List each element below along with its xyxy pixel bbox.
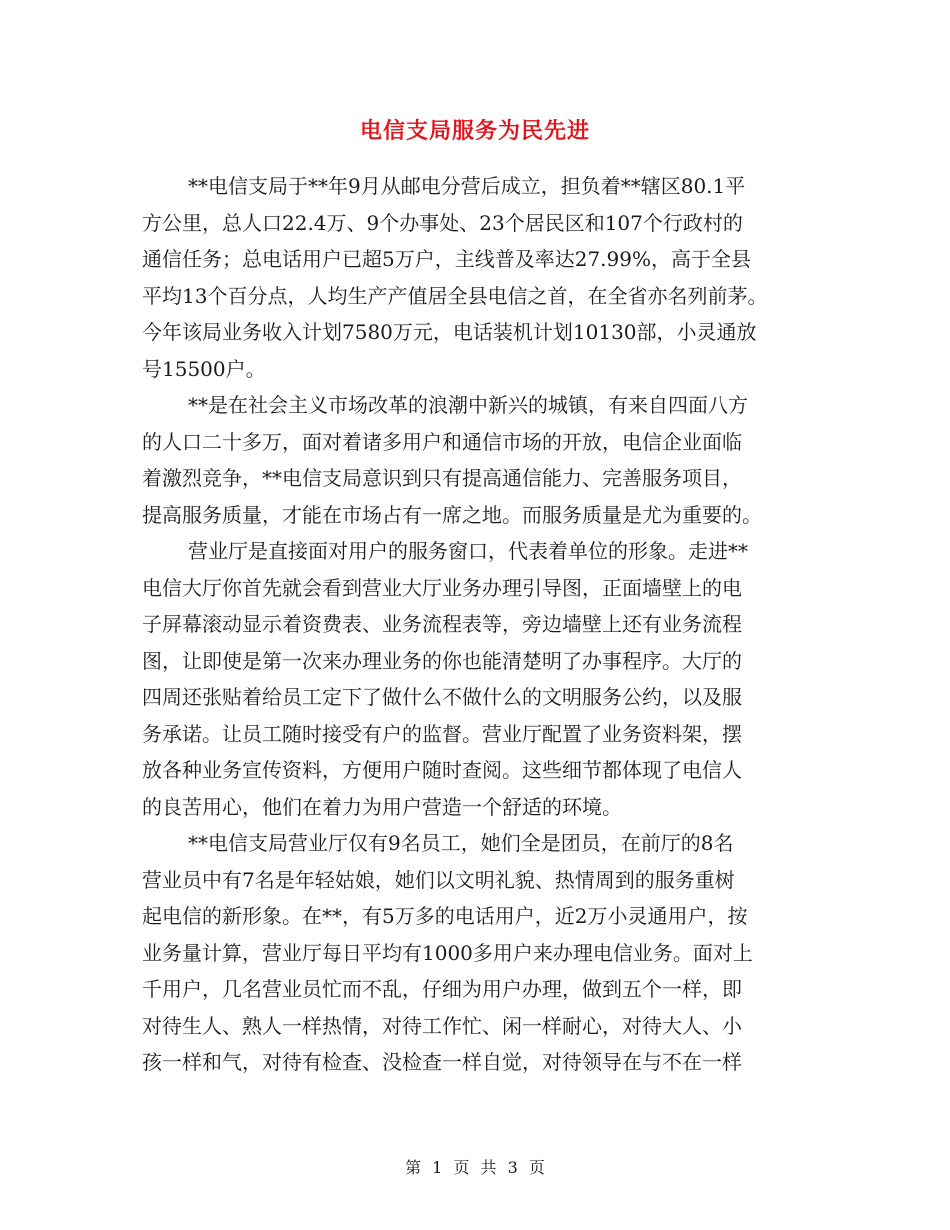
text-line: 营业员中有7名是年轻姑娘，她们以文明礼貌、热情周到的服务重树 <box>142 867 735 892</box>
text-line: 务承诺。让员工随时接受有户的监督。营业厅配置了业务资料架，摆 <box>142 721 742 746</box>
text-line: 提高服务质量，才能在市场占有一席之地。而服务质量是尤为重要的。 <box>142 502 762 527</box>
text-line: 平均13个百分点，人均生产产值居全县电信之首，在全省亦名列前茅。 <box>142 283 768 308</box>
document-title: 电信支局服务为民先进 <box>359 118 590 144</box>
text-line: **电信支局于**年9月从邮电分营后成立，担负着**辖区80.1平 <box>188 174 746 198</box>
page-footer: 第 1 页 共 3 页 <box>405 1158 545 1177</box>
text-line: 方公里，总人口22.4万、9个办事处、23个居民区和107个行政村的 <box>142 210 743 235</box>
text-line: 起电信的新形象。在**，有5万多的电话用户，近2万小灵通用户，按 <box>142 904 748 928</box>
text-line: 通信任务；总电话用户已超5万户，主线普及率达27.99%，高于全县 <box>142 247 751 271</box>
text-line: 今年该局业务收入计划7580万元，电话装机计划10130部，小灵通放 <box>142 320 757 344</box>
text-line: 的良苦用心，他们在着力为用户营造一个舒适的环境。 <box>142 794 622 819</box>
text-line: 子屏幕滚动显示着资费表、业务流程表等，旁边墙壁上还有业务流程 <box>142 612 742 636</box>
document-body <box>142 168 812 1081</box>
text-line: 图，让即使是第一次来办理业务的你也能清楚明了办事程序。大厅的 <box>142 648 742 673</box>
text-line: 电信大厅你首先就会看到营业大厅业务办理引导图，正面墙壁上的电 <box>142 575 742 600</box>
text-line: 业务量计算，营业厅每日平均有1000多用户来办理电信业务。面对上 <box>142 940 753 965</box>
text-line: 营业厅是直接面对用户的服务窗口，代表着单位的形象。走进** <box>188 539 748 563</box>
text-line: 四周还张贴着给员工定下了做什么不做什么的文明服务公约，以及服 <box>142 685 742 709</box>
text-line: 号15500户。 <box>142 356 266 381</box>
text-line: **是在社会主义市场改革的浪潮中新兴的城镇，有来自四面八方 <box>188 393 748 417</box>
text-line: 着激烈竞争，**电信支局意识到只有提高通信能力、完善服务项目， <box>142 466 742 490</box>
text-line: 放各种业务宣传资料，方便用户随时查阅。这些细节都体现了电信人 <box>142 758 742 782</box>
text-line: 的人口二十多万，面对着诸多用户和通信市场的开放，电信企业面临 <box>142 429 742 454</box>
text-line: **电信支局营业厅仅有9名员工，她们全是团员，在前厅的8名 <box>188 831 734 855</box>
text-line: 千用户，几名营业员忙而不乱，仔细为用户办理，做到五个一样，即 <box>142 977 742 1001</box>
text-line: 孩一样和气，对待有检查、没检查一样自觉，对待领导在与不在一样 <box>142 1050 742 1074</box>
text-line: 对待生人、熟人一样热情，对待工作忙、闲一样耐心，对待大人、小 <box>142 1013 742 1038</box>
